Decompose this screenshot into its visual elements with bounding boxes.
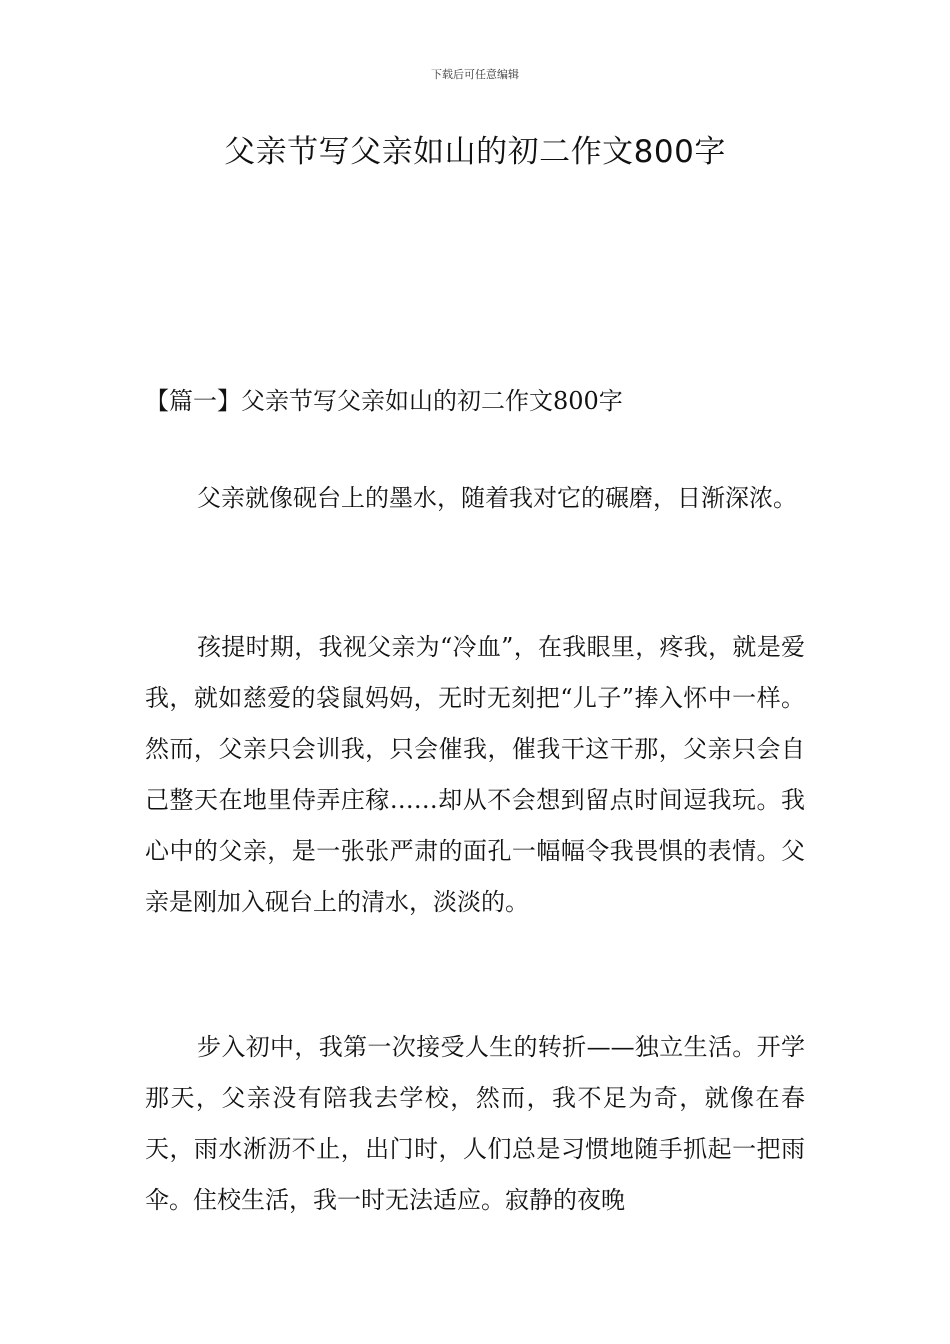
paragraph-3: 步入初中，我第一次接受人生的转折——独立生活。开学那天，父亲没有陪我去学校，然而，我不足为奇，就像在春天，雨水淅沥不止，出门时，人们总是习惯地随手抓起一把雨伞。住校生活，我一时无法适应。寂静的夜晚	[145, 1033, 805, 1214]
paragraph-2: 孩提时期，我视父亲为“冷血”，在我眼里，疼我，就是爱我，就如慈爱的袋鼠妈妈，无时无刻把“儿子”捧入怀中一样。然而，父亲只会训我，只会催我，催我干这干那，父亲只会自己整天在地里侍弄庄稼……却从不会想到留点时间逗我玩。我心中的父亲，是一张张严肃的面孔一幅幅令我畏惧的表情。父亲是刚加入砚台上的清水，淡淡的。	[145, 633, 805, 916]
page-header-note: 下载后可任意编辑	[431, 68, 519, 81]
section-heading: 【篇一】父亲节写父亲如山的初二作文800字	[145, 387, 623, 415]
paragraph-1: 父亲就像砚台上的墨水，随着我对它的碾磨，日渐深浓。	[197, 484, 797, 512]
document-title: 父亲节写父亲如山的初二作文800字	[224, 134, 726, 170]
